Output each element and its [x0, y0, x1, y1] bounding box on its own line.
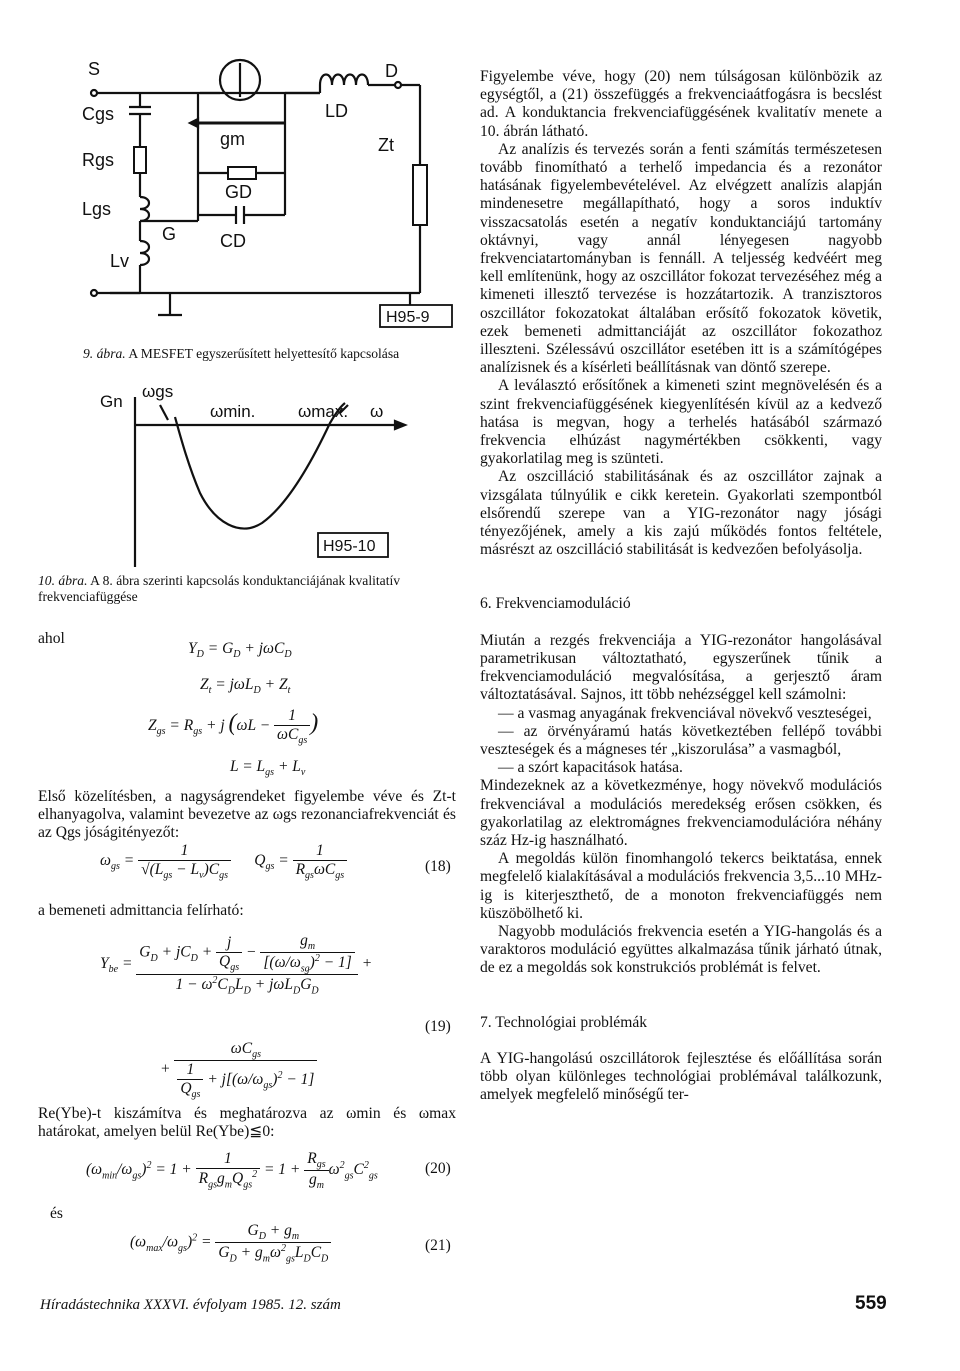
- left-para2: a bemeneti admittancia felírható:: [38, 902, 244, 919]
- right-p4: Az oszcilláció stabilitásának és az oszcillátor zajnak a vizsgálata túlnyúlik e cikk keretein. Gyakorlati szempontból elsőrendű szerepe van a YIG-rezonátor nagy jósági tényezőjének, amely a kis zajú működés fontos feltétele, másrészt az oszcilláció stabilitását is kedvezően befolyásolja.: [480, 468, 882, 559]
- right-b1: — a vasmag anyagának frekvenciával növekvő veszteségei,: [498, 704, 872, 722]
- right-p8: Nagyobb modulációs frekvencia esetén a YIG-hangolás és a varaktoros moduláció együttes alkalmazása tűnik járható útnak, de ez a megoldás sok konstrukciós problémát is felvet.: [480, 922, 882, 977]
- fig9-label-D: D: [385, 61, 398, 81]
- eq18-number: (18): [425, 858, 451, 875]
- section-6-heading: 6. Frekvenciamoduláció: [480, 595, 631, 613]
- fig9-label-GD: GD: [225, 182, 252, 202]
- right-p7: A megoldás külön finomhangoló tekercs beiktatása, ennek megfelelő kialakításával a modulációs frekvencia 3,5...10 MHz-ig is kiterjeszthető, de a monoton frekvenciafüggés nem küszöbölhető ki.: [480, 850, 882, 922]
- fig10-label-Gn: Gn: [100, 392, 123, 411]
- fig9-label-Rgs: Rgs: [82, 150, 115, 170]
- eq-21: $(\omega_{max}/\omega_{gs})^2$ = $\frac{G_D + g_m}{G_D + g_m\omega^2_{gs}L_DC_D}$: [130, 1222, 331, 1264]
- fig9-label-Lgs: Lgs: [82, 199, 112, 219]
- fig10-label-wgs: ωgs: [142, 382, 174, 401]
- eq-Zt: $Z_t = j\omega L_D + Z_t$: [200, 676, 291, 697]
- left-para3: Re(Ybe)-t kiszámítva és meghatározva az ωmin és ωmax határokat, amelyen belül Re(Ybe)≦0:: [38, 1105, 456, 1141]
- footer-journal: Híradástechnika XXXVI. évfolyam 1985. 12. szám: [40, 1297, 341, 1313]
- eq19-number: (19): [425, 1018, 451, 1035]
- right-b2: — az örvényáramú hatás következtében fellépő további veszteségek és a mágneses tér „kiszorulása” a vasmagból,: [480, 722, 882, 758]
- right-p6: Mindezeknek az a következménye, hogy növekvő modulációs frekvenciával a modulációs meredekség erősen csökken, és gyakorlatilag az elektromágnes frekvenciamodulációra néhány száz Hz-ig használható.: [480, 777, 882, 849]
- section-7-heading: 7. Technológiai problémák: [480, 1013, 648, 1031]
- fig10-label-wmin: ωmin.: [210, 402, 256, 421]
- es-label: és: [50, 1205, 63, 1222]
- fig10-caption: [38, 573, 458, 604]
- eq-18: $\omega_{gs}$ = $\frac{1}{√(L_{gs} - L_v)C_{gs}}$ $Q_{gs}$ = $\frac{1}{R_{gs}\omega C_{gs}}$: [100, 842, 347, 881]
- eq20-number: (20): [425, 1160, 451, 1177]
- fig10-label-w: ω: [370, 402, 384, 421]
- left-para1: Első közelítésben, a nagyságrendeket figyelembe véve és Zt-t elhanyagolva, valamint bevezetve az ωgs rezonanciafrekvenciát és az Qgs jóságitényezőt:: [38, 788, 456, 842]
- fig9-caption: [83, 346, 399, 362]
- fig9-tag: H95-9: [386, 309, 430, 326]
- fig9-label-Lv: Lv: [110, 251, 130, 271]
- fig9-label-LD: LD: [325, 101, 349, 121]
- page-number: 559: [855, 1293, 887, 1314]
- ahol-label: ahol: [38, 630, 65, 647]
- fig9-caption-text: A MESFET egyszerűsített helyettesítő kapcsolása: [128, 346, 400, 361]
- eq-19b: + $\omega C_{gs}$ $\frac{1}{Q_{gs}}$ + $j[(\omega/\omega_{gs})^2 - 1]$: [160, 1040, 317, 1100]
- fig9-label-G: G: [162, 224, 177, 244]
- fig9-label-Zt: Zt: [378, 135, 394, 155]
- right-p2: Az analízis és tervezés során a fenti számítás természetesen tovább finomítható a terhelő impedancia és a rezonátor hatásának figyelembevételével. Az elvégzett analízis alapján mindenesetre megállapítható, hogy a soros induktív visszacsatolás esetén a negatív konduktanciájú tartomány oktávnyi, vagy annál lényegesen nagyobb frekvenciatartományban is fennáll. A teljesség kedvéért meg kell említenünk, hogy az oszcillátor fokozat tervezéséhez még a kimeneti illesztő tervezése is hozzátartozik. A tranzisztoros oszcillátor fokozatokat általában erősítő fokozatok követik, ezek bemeneti admittanciáját az oszcillátor fokozathoz illeszteni. Szélessávú oszcillátor esetében itt is a számítógépes analízisnek és a kísérleti beállításnak van döntő szerepe.: [480, 140, 882, 377]
- fig9-label-CD: CD: [220, 231, 246, 251]
- right-p3: A leválasztó erősítőnek a kimeneti szint megnövelésén és a szint frekvenciafüggésének kiegyenlítésén kívül az a kedvező hatása is megvan, hogy a terhelés hatásából származó frekvencia elhúzást nagymértékben csökkenti, vagy gyakorlatilag meg is szünteti.: [480, 377, 882, 468]
- eq-Zgs: $Z_{gs} = R_{gs} + j$ (ωL − $\frac{1}{\omega C_{gs}}$ ): [148, 707, 319, 747]
- fig10-caption-text: A 8. ábra szerinti kapcsolás konduktanciájának kvalitatív frekvenciafüggése: [38, 573, 401, 604]
- eq21-number: (21): [425, 1237, 451, 1254]
- eq-20: $(\omega_{min}/\omega_{gs})^2 = 1$ + $\frac{1}{R_{gs}g_mQ_{gs}^2}$ = 1 + $\frac{R_{gs}}{g_m}$ $\omega^2_{gs}C^2_{gs}$: [86, 1150, 378, 1192]
- eq-19a: $Y_{be}$ = $G_D + jC_D$ + $\frac{j}{Q_{gs}}$ − $\frac{g_m}{[(\omega/\omega_{sg})^2 - 1]}$ $1 - \omega^2C_DL_D + j\omega L_DG_D$ +: [100, 932, 373, 997]
- right-p9: A YIG-hangolású oszcillátorok fejlesztése és előállítása során több olyan különleges technológiai problémával találkozunk, amelyek megfelelő minőségű ter-: [480, 1049, 882, 1104]
- fig9-label-S: S: [88, 59, 101, 79]
- fig10-tag: H95-10: [323, 538, 376, 555]
- right-p1: Figyelembe véve, hogy (20) nem túlságosan különbözik az egységtől, a (21) összefüggés a frekvenciaátfogásra is becslést ad. A konduktancia frekvenciafüggésének kvalitatív menete a 10. ábrán látható.: [480, 68, 882, 140]
- fig9-caption-num: 9. ábra.: [83, 346, 126, 361]
- right-b3: — a szórt kapacitások hatása.: [498, 759, 683, 777]
- fig10-label-wmax: ωmax.: [298, 402, 349, 421]
- eq-L: $L = L_{gs} + L_v$: [230, 758, 306, 779]
- fig9-label-gm: gm: [220, 129, 246, 149]
- fig10-plot: [90, 375, 420, 575]
- fig9-label-Cgs: Cgs: [82, 104, 115, 124]
- right-p5: Miután a rezgés frekvenciája a YIG-rezonátor hangolásával parametrikusan változtatható, egyszerűnek tűnik a frekvenciamoduláció megvalósítása, a gerjesztő áram változtatásával. Sajnos, itt több nehézséggel kell számolni:: [480, 631, 882, 704]
- fig9-circuit: [80, 55, 470, 345]
- right-column: [480, 68, 882, 1104]
- fig10-caption-num: 10. ábra.: [38, 573, 88, 588]
- eq-YD: $Y_D = G_D + j\omega C_D$: [188, 640, 292, 661]
